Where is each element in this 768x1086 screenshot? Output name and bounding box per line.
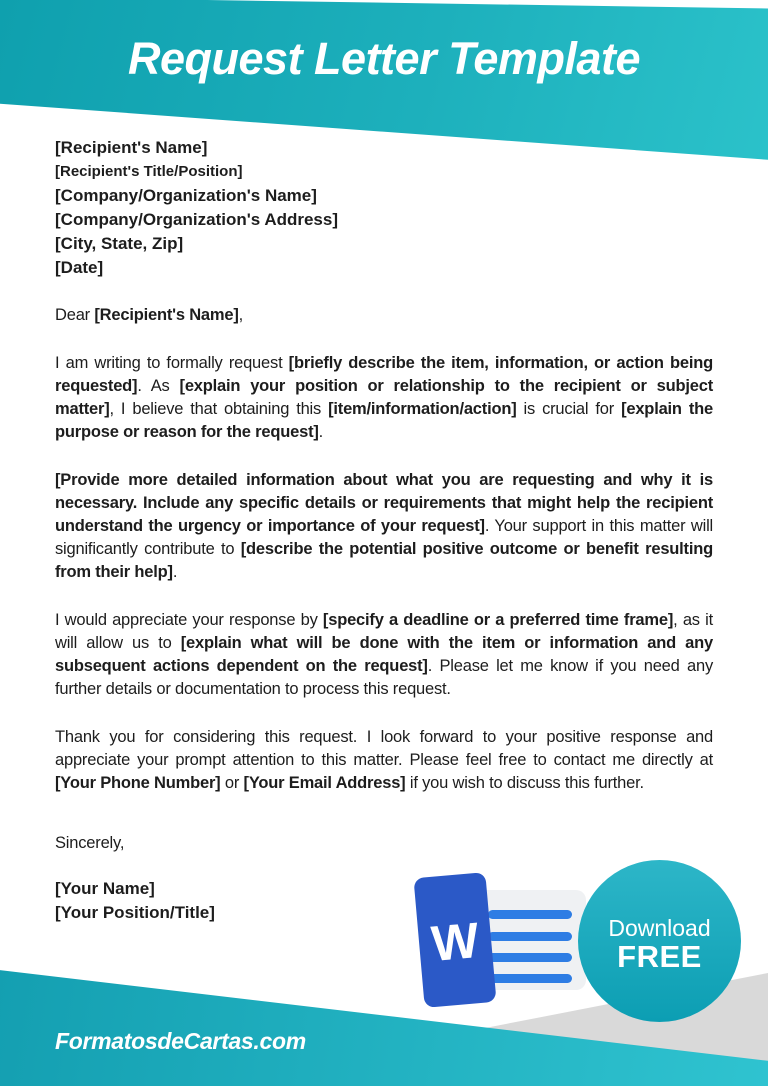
- page-title: Request Letter Template: [128, 33, 640, 84]
- paragraph-request-details: [Provide more detailed information about what you are requesting and why it is necessary. Include any specific details or requirements that might help the recipient understand the urgency or importance of your request]. Your support in this matter will significantly contribute to [describe the potential positive outcome or benefit resulting from their help].: [55, 471, 713, 581]
- download-label: Download: [608, 915, 711, 941]
- word-w-panel-icon: [413, 872, 496, 1008]
- document-text-line-icon: [488, 953, 572, 962]
- paragraph-request-intro: I am writing to formally request [briefly describe the item, information, or action being requested]. As [explain your position or relationship to the recipient or subject matter], I believe that obtaining this [item/information/action] is crucial for [explain the purpose or reason for the request].: [55, 354, 713, 441]
- download-free-badge[interactable]: [578, 860, 741, 1022]
- text-line: [Your Name]: [55, 879, 155, 898]
- text-line: [Recipient's Name]: [55, 138, 208, 157]
- paragraph-thanks: Thank you for considering this request. I look forward to your positive response and appreciate your prompt attention to this matter. Please feel free to contact me directly at [Your Phone Number] or [Your Email Address] if you wish to discuss this further.: [55, 728, 713, 792]
- salutation: Dear [Recipient's Name],: [55, 306, 244, 324]
- footer-site-link[interactable]: FormatosdeCartas.com: [55, 1028, 306, 1054]
- recipient-address-block: [55, 136, 713, 280]
- text-line: [Your Position/Title]: [55, 903, 215, 922]
- text-line: [City, State, Zip]: [55, 234, 184, 253]
- text-line: [Date]: [55, 258, 104, 277]
- document-text-line-icon: [488, 974, 572, 983]
- letter-body: [55, 136, 713, 925]
- free-label: FREE: [617, 939, 702, 974]
- text-line: [Company/Organization's Address]: [55, 210, 339, 229]
- word-w-letter: W: [429, 912, 482, 972]
- word-document-icon: [410, 865, 595, 1015]
- closing: Sincerely,: [55, 834, 125, 852]
- text-line: [Company/Organization's Name]: [55, 186, 317, 205]
- text-line: [Recipient's Title/Position]: [55, 163, 243, 180]
- document-text-line-icon: [488, 910, 572, 919]
- document-text-line-icon: [488, 932, 572, 941]
- paragraph-deadline: I would appreciate your response by [specify a deadline or a preferred time frame], as it will allow us to [explain what will be done with the item or information and any subsequent actions dependent on the request]. Please let me know if you need any further details or documentation to process this request.: [55, 611, 713, 698]
